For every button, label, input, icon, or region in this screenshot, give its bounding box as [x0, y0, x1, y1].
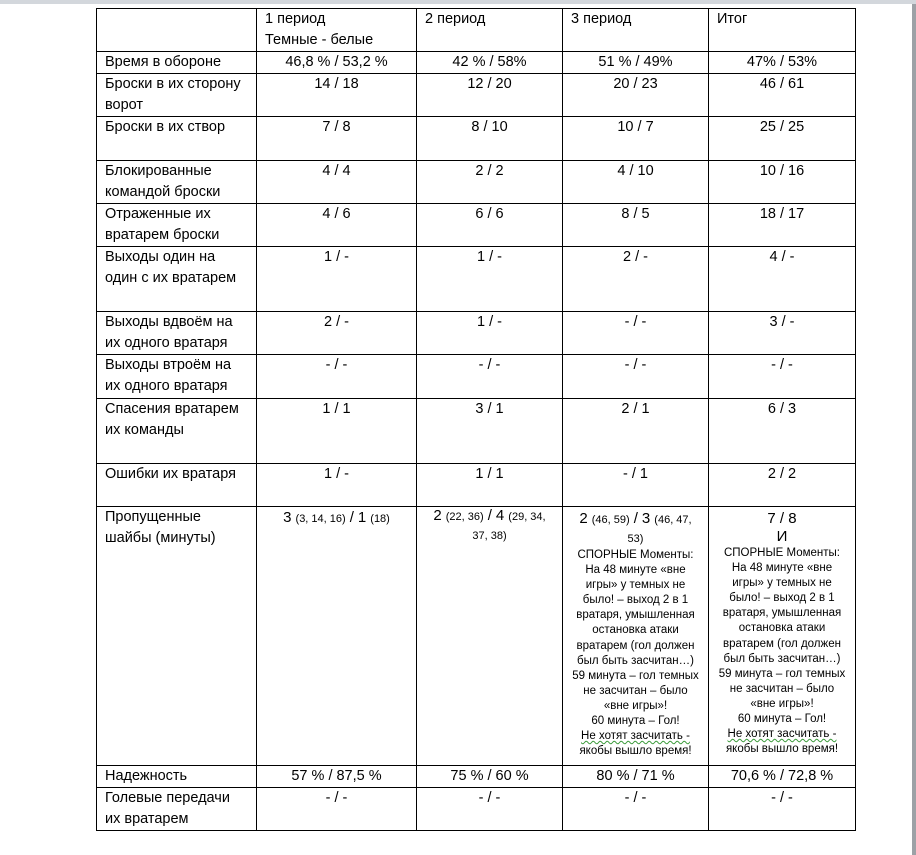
row-label: Ошибки их вратаря: [97, 464, 257, 507]
cell-total: 6 / 3: [709, 399, 856, 464]
goals-light: 3: [641, 510, 651, 527]
corner-cell: [97, 9, 257, 52]
goals-light-minutes: (46, 47, 53): [627, 514, 692, 545]
cell-p3: 8 / 5: [563, 204, 709, 247]
note-line: СПОРНЫЕ Моменты:: [577, 549, 694, 561]
cell-p2: 1 / -: [417, 247, 563, 312]
cell-p3: 4 / 10: [563, 161, 709, 204]
row-label: Блокированные командой броски: [97, 161, 257, 204]
goals-p2: [417, 507, 563, 766]
cell-p2: 42 % / 58%: [417, 52, 563, 74]
goals-light: 4: [495, 507, 505, 524]
table-row: [97, 161, 856, 204]
row-label: Выходы один на один с их вратарем: [97, 247, 257, 312]
cell-p3: - / -: [563, 355, 709, 399]
stats-table: [96, 8, 856, 831]
cell-p2: 6 / 6: [417, 204, 563, 247]
cell-p3: 51 % / 49%: [563, 52, 709, 74]
cell-p2: 8 / 10: [417, 117, 563, 161]
goals-dark: 2: [579, 510, 588, 527]
note-line: 59 минута – гол темных не засчитан – было «вне игры»!: [572, 669, 699, 712]
table-row: [97, 464, 856, 507]
row-label: Броски в их сторону ворот: [97, 74, 257, 117]
cell-p3: 2 / 1: [563, 399, 709, 464]
cell-p1: 1 / 1: [257, 399, 417, 464]
header-period-3: 3 период: [563, 9, 709, 52]
note-line: якобы вышло время!: [725, 743, 839, 756]
header-row: [97, 9, 856, 52]
cell-total: 18 / 17: [709, 204, 856, 247]
cell-p3: 10 / 7: [563, 117, 709, 161]
note-line: Не хотят засчитать -: [581, 730, 690, 743]
cell-p2: 75 % / 60 %: [417, 766, 563, 788]
cell-p2: - / -: [417, 355, 563, 399]
goals-dark: 2: [433, 507, 442, 524]
row-label: Надежность: [97, 766, 257, 788]
table-row: [97, 117, 856, 161]
cell-p1: 1 / -: [257, 464, 417, 507]
goals-light: 1: [357, 509, 367, 526]
table-row: [97, 355, 856, 399]
cell-p2: 12 / 20: [417, 74, 563, 117]
goals-light-minutes: (18): [370, 513, 390, 525]
goals-sep: /: [349, 509, 354, 526]
cell-p3: 20 / 23: [563, 74, 709, 117]
table-row: [97, 788, 856, 831]
cell-p1: 14 / 18: [257, 74, 417, 117]
note-line: 60 минута – Гол!: [591, 715, 680, 728]
cell-p1: 2 / -: [257, 312, 417, 355]
cell-p3: 80 % / 71 %: [563, 766, 709, 788]
header-period-2: 2 период: [417, 9, 563, 52]
goals-dark: 3: [283, 509, 292, 526]
disputed-note: [571, 548, 700, 759]
window-top-bar: [0, 0, 916, 4]
note-line: якобы вышло время!: [579, 745, 692, 758]
cell-total: 25 / 25: [709, 117, 856, 161]
cell-p2: - / -: [417, 788, 563, 831]
table-row: [97, 766, 856, 788]
cell-p1: 4 / 6: [257, 204, 417, 247]
cell-p2: 1 / -: [417, 312, 563, 355]
table-row: [97, 247, 856, 312]
row-label: Пропущенные шайбы (минуты): [97, 507, 257, 766]
period-1-sublabel: Темные - белые: [265, 32, 374, 48]
cell-p2: 1 / 1: [417, 464, 563, 507]
cell-total: 70,6 % / 72,8 %: [709, 766, 856, 788]
row-label: Броски в их створ: [97, 117, 257, 161]
row-label: Выходы вдвоём на их одного вратаря: [97, 312, 257, 355]
table-row: [97, 52, 856, 74]
goals-total-conj: И: [776, 528, 788, 545]
goals-dark-minutes: (46, 59): [591, 514, 630, 526]
cell-total: 46 / 61: [709, 74, 856, 117]
cell-total: 10 / 16: [709, 161, 856, 204]
cell-p3: - / -: [563, 312, 709, 355]
header-period-1: [257, 9, 417, 52]
cell-p1: 1 / -: [257, 247, 417, 312]
cell-p3: - / 1: [563, 464, 709, 507]
cell-total: 4 / -: [709, 247, 856, 312]
goals-light-minutes: (29, 34, 37, 38): [472, 511, 546, 542]
table-row: [97, 399, 856, 464]
cell-p1: 46,8 % / 53,2 %: [257, 52, 417, 74]
note-line: СПОРНЫЕ Моменты:: [723, 547, 841, 559]
cell-p3: - / -: [563, 788, 709, 831]
note-line: Не хотят засчитать -: [727, 728, 837, 741]
table-row: [97, 312, 856, 355]
cell-p1: 7 / 8: [257, 117, 417, 161]
row-label: Спасения вратарем их команды: [97, 399, 257, 464]
cell-p2: 3 / 1: [417, 399, 563, 464]
cell-p2: 2 / 2: [417, 161, 563, 204]
goals-p1: [257, 507, 417, 766]
note-line: На 48 минуте «вне игры» у темных не было! – выход 2 в 1 вратаря, умышленная остановка атаки вратарем (гол должен был быть засчитан…): [576, 564, 695, 667]
cell-total: - / -: [709, 788, 856, 831]
goals-p3: [563, 507, 709, 766]
cell-total: - / -: [709, 355, 856, 399]
disputed-note: [717, 546, 847, 757]
cell-p1: 4 / 4: [257, 161, 417, 204]
cell-total: 2 / 2: [709, 464, 856, 507]
table-row: [97, 204, 856, 247]
goals-dark-minutes: (22, 36): [445, 511, 484, 523]
row-label: Голевые передачи их вратарем: [97, 788, 257, 831]
period-1-label: 1 период: [265, 11, 326, 27]
cell-p3: 2 / -: [563, 247, 709, 312]
goals-p3-score: [571, 510, 700, 548]
goals-sep: /: [633, 510, 638, 527]
note-line: 59 минута – гол темных не засчитан – было «вне игры»!: [718, 667, 846, 710]
row-label: Время в обороне: [97, 52, 257, 74]
goals-total-score: 7 / 8: [767, 510, 797, 527]
goals-sep: /: [487, 507, 492, 524]
cell-p1: - / -: [257, 355, 417, 399]
note-line: 60 минута – Гол!: [737, 713, 827, 726]
scrollbar-edge[interactable]: [912, 4, 916, 855]
cell-p1: - / -: [257, 788, 417, 831]
cell-total: 3 / -: [709, 312, 856, 355]
cell-p1: 57 % / 87,5 %: [257, 766, 417, 788]
row-label: Отраженные их вратарем броски: [97, 204, 257, 247]
header-total: Итог: [709, 9, 856, 52]
cell-total: 47% / 53%: [709, 52, 856, 74]
goals-total: [709, 507, 856, 766]
goals-row: [97, 507, 856, 766]
row-label: Выходы втроём на их одного вратаря: [97, 355, 257, 399]
table-row: [97, 74, 856, 117]
goals-dark-minutes: (3, 14, 16): [295, 513, 346, 525]
note-line: На 48 минуте «вне игры» у темных не было! – выход 2 в 1 вратаря, умышленная остановка атаки вратарем (гол должен был быть засчитан…): [722, 562, 842, 665]
